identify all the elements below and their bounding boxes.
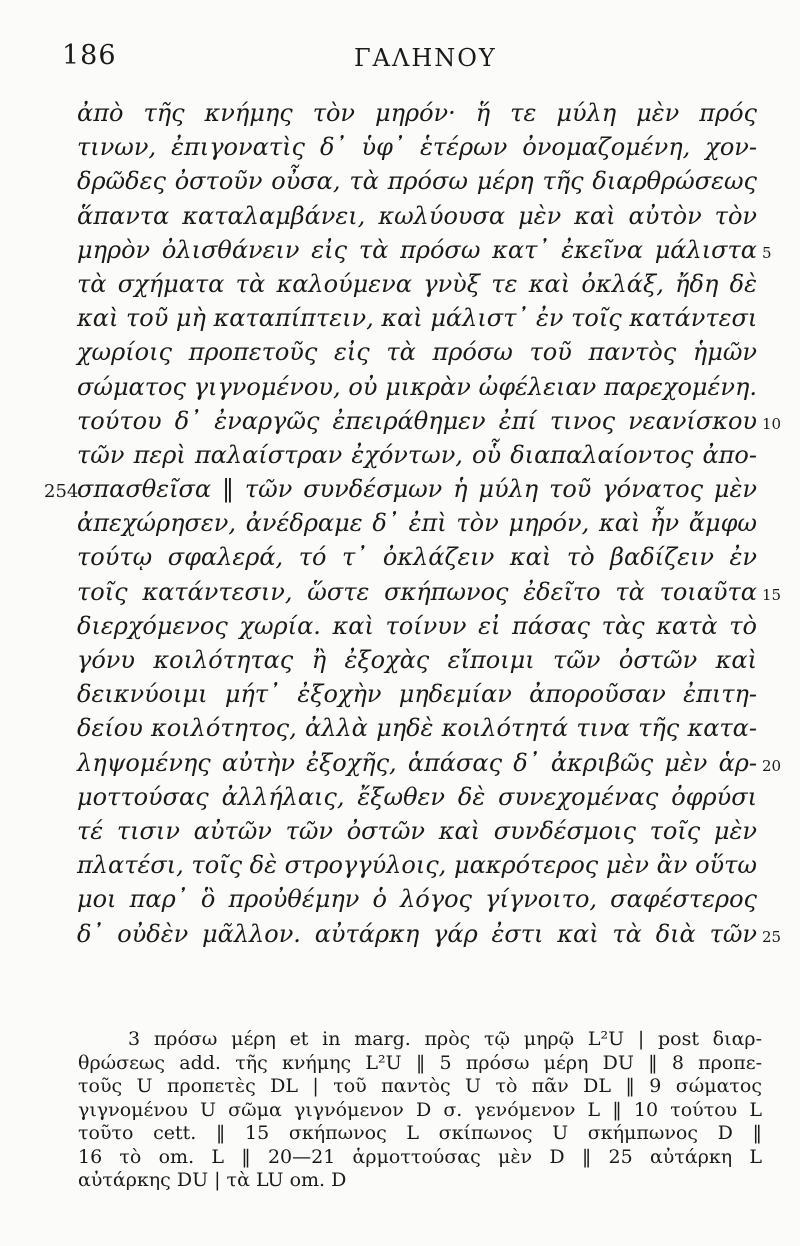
text-line-content: τούτῳ σφαλερά, τό τ᾽ ὀκλάζειν καὶ τὸ βαδίζειν ἐν: [77, 543, 757, 572]
text-line: [0, 96, 800, 130]
apparatus-line: 16 τὸ om. L ‖ 20—21 ἁρμοττούσας μὲν D ‖ 25 αὐτάρκη L: [78, 1145, 762, 1168]
text-line: [0, 301, 800, 335]
text-line: [0, 609, 800, 643]
text-line-content: ἀπὸ τῆς κνήμης τὸν μηρόν· ἥ τε μύλη μὲν πρός: [77, 99, 757, 127]
text-line: [0, 848, 800, 882]
line-number: 10: [762, 414, 782, 433]
text-line-content: ληψομένης αὐτὴν ἐξοχῆς, ἁπάσας δ᾽ ἀκριβῶς μὲν ἁρ-: [77, 748, 757, 777]
running-head: [62, 40, 682, 80]
text-line: [0, 506, 800, 540]
text-line: [0, 267, 800, 301]
text-line-content: δρῶδες ὀστοῦν οὖσα, τὰ πρόσω μέρη τῆς διαρθρώσεως: [77, 167, 757, 196]
text-line-content: καὶ τοῦ μὴ καταπίπτειν, καὶ μάλιστ᾽ ἐν τοῖς κατάντεσι: [77, 304, 758, 333]
text-line-content: τέ τισιν αὐτῶν τῶν ὀστῶν καὶ συνδέσμοις τοῖς μὲν: [77, 816, 757, 845]
text-line: [0, 404, 800, 438]
text-line: [0, 233, 800, 267]
line-number: 20: [762, 756, 782, 775]
text-line-content: τοῖς κατάντεσιν, ὥστε σκήπωνος ἐδεῖτο τὰ τοιαῦτα: [77, 577, 757, 606]
text-line-content: ἅπαντα καταλαμβάνει, κωλύουσα μὲν καὶ αὐτὸν τὸν: [77, 201, 757, 230]
text-line-content: δεικνύοιμι μήτ᾽ ἐξοχὴν μηδεμίαν ἀποροῦσαν ἐπιτη-: [77, 680, 757, 709]
text-line-content: μηρὸν ὀλισθάνειν εἰς τὰ πρόσω κατ᾽ ἐκεῖνα μάλιστα: [77, 235, 757, 264]
apparatus-line: γιγνομένου U σῶμα γιγνόμενον D σ. γενόμενον L ‖ 10 τούτου L: [78, 1098, 762, 1121]
text-line-content: τὰ σχήματα τὰ καλούμενα γνὺξ τε καὶ ὀκλάξ, ἤδη δὲ: [77, 269, 757, 298]
text-line: [0, 575, 800, 609]
text-line-content: διερχόμενος χωρία. καὶ τοίνυν εἰ πάσας τὰς κατὰ τὸ: [77, 611, 757, 640]
main-text: [0, 96, 800, 951]
apparatus-line: θρώσεως add. τῆς κνήμης L²U ‖ 5 πρόσω μέρη DU ‖ 8 προπε-: [78, 1051, 762, 1074]
line-number: 5: [762, 243, 772, 262]
apparatus-line: αὐτάρκης DU | τὰ LU om. D: [78, 1169, 347, 1191]
apparatus-line: 3 πρόσω μέρη et in marg. πρὸς τῷ μηρῷ L²U | post διαρ-: [128, 1028, 762, 1050]
text-line: [0, 370, 800, 404]
line-number: 15: [762, 585, 782, 604]
text-line: [0, 643, 800, 677]
critical-apparatus: [78, 1028, 762, 1193]
text-line: [0, 164, 800, 198]
line-number: 25: [762, 927, 782, 946]
text-line-content: σπασθεῖσα ‖ τῶν συνδέσμων ἡ μύλη τοῦ γόνατος μὲν: [77, 475, 757, 504]
text-line: [0, 677, 800, 711]
text-line-content: πλατέσι, τοῖς δὲ στρογγύλοις, μακρότερος μὲν ἂν οὕτω: [77, 851, 757, 880]
text-line: [0, 814, 800, 848]
text-line-content: τινων, ἐπιγονατὶς δ᾽ ὑφ᾽ ἑτέρων ὀνομαζομένη, χον-: [77, 133, 757, 162]
margin-reference: 254: [44, 481, 79, 503]
text-line: [0, 746, 800, 780]
text-line: [0, 882, 800, 916]
text-line: [0, 199, 800, 233]
apparatus-line: τοῦτο cett. ‖ 15 σκήπωνος L σκίπωνος U σκήμπωνος D ‖: [78, 1122, 762, 1144]
page-number: 186: [62, 40, 117, 71]
text-line-content: δ᾽ οὐδὲν μᾶλλον. αὐτάρκη γάρ ἐστι καὶ τὰ διὰ τῶν: [77, 919, 757, 948]
text-line: [0, 917, 800, 951]
text-line-content: χωρίοις προπετοῦς εἰς τὰ πρόσω τοῦ παντὸς ἡμῶν: [77, 338, 757, 367]
text-line-content: γόνυ κοιλότητας ἢ ἐξοχὰς εἴποιμι τῶν ὀστῶν καὶ: [77, 646, 757, 674]
text-line: [0, 335, 800, 369]
text-line: [0, 540, 800, 574]
text-line-content: μοττούσας ἀλλήλαις, ἔξωθεν δὲ συνεχομένας ὀφρύσι: [77, 782, 757, 811]
text-line-content: τούτου δ᾽ ἐναργῶς ἐπειράθημεν ἐπί τινος νεανίσκου: [77, 406, 757, 435]
text-line-content: μοι παρ᾽ ὃ προὐθέμην ὁ λόγος γίγνοιτο, σαφέστερος: [77, 885, 757, 914]
text-line-content: δείου κοιλότητος, ἀλλὰ μηδὲ κοιλότητά τινα τῆς κατα-: [77, 714, 757, 743]
text-line-content: τῶν περὶ παλαίστραν ἐχόντων, οὗ διαπαλαίοντος ἀπο-: [77, 440, 757, 469]
running-title: ΓΑΛΗΝΟΥ: [354, 44, 497, 72]
text-line: [0, 130, 800, 164]
text-line: [0, 711, 800, 745]
text-line: [0, 780, 800, 814]
apparatus-line: τοῦς U προπετὲς DL | τοῦ παντὸς U τὸ πᾶν DL ‖ 9 σώματος: [78, 1075, 762, 1097]
text-line: [0, 472, 800, 506]
text-line-content: ἀπεχώρησεν, ἀνέδραμε δ᾽ ἐπὶ τὸν μηρόν, καὶ ἦν ἄμφω: [77, 509, 757, 538]
text-line: [0, 438, 800, 472]
text-line-content: σώματος γιγνομένου, οὐ μικρὰν ὠφέλειαν παρεχομένη.: [77, 372, 757, 401]
